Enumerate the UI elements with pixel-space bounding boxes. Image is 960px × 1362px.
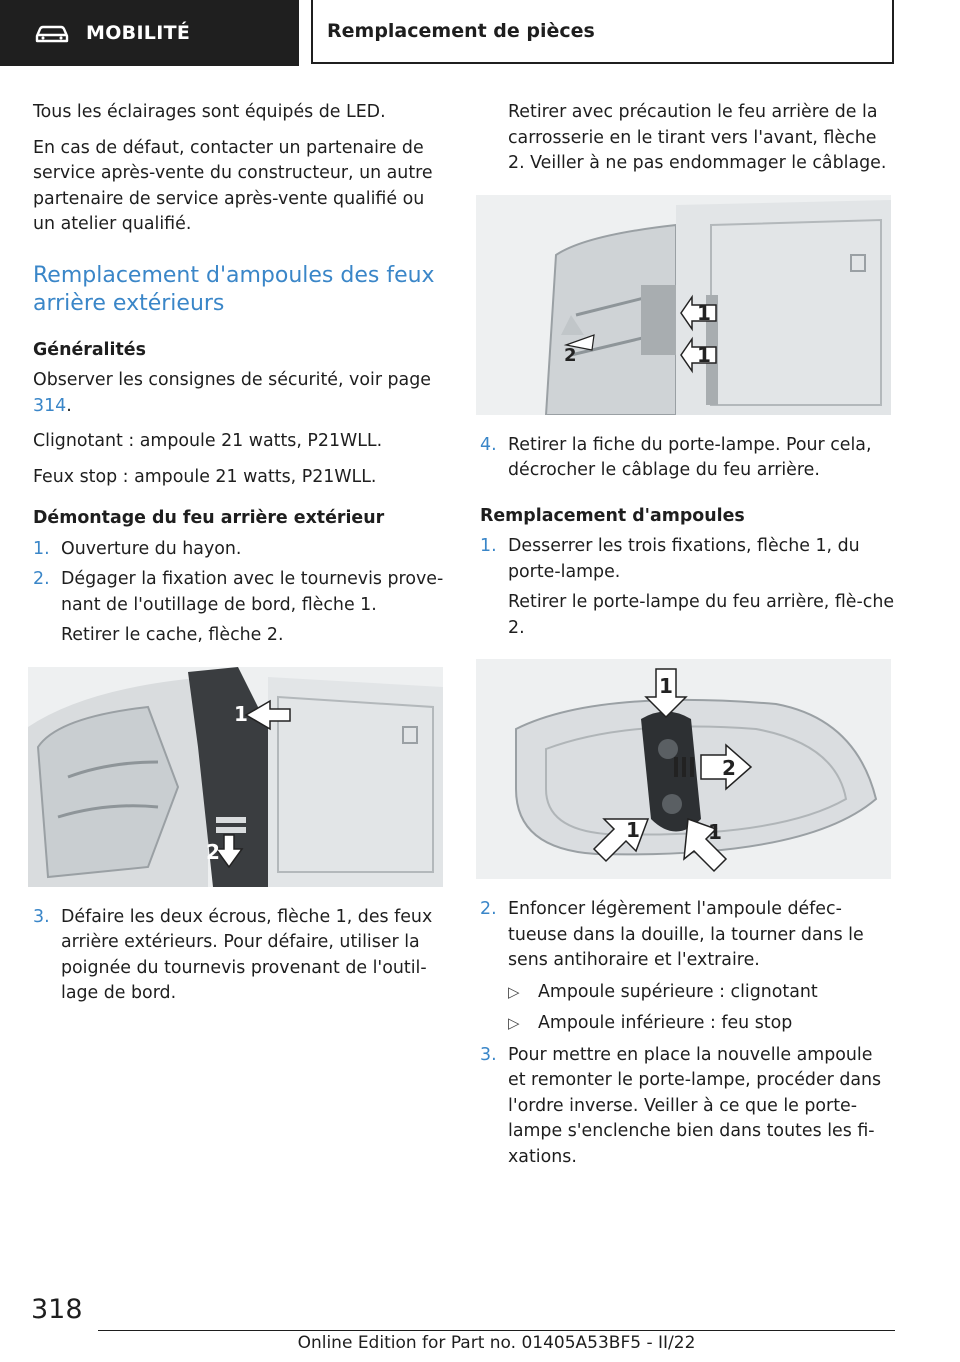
- callout-label: 2: [206, 839, 220, 864]
- callout-label: 1: [234, 701, 248, 726]
- paragraph: Feux stop : ampoule 21 watts, P21WLL.: [33, 466, 377, 487]
- footer-divider: [98, 1330, 895, 1331]
- edition-footer: Online Edition for Part no. 01405A53BF5 - II/22: [297, 1333, 696, 1353]
- text: .: [66, 395, 72, 416]
- paragraph: Clignotant : ampoule 21 watts, P21WLL.: [33, 431, 383, 451]
- step-number: 4.: [480, 434, 497, 455]
- figure-tail-light-cover: [28, 667, 443, 887]
- page-link[interactable]: 314: [33, 395, 67, 416]
- bullet-text: Ampoule supérieure : clignotant: [538, 981, 818, 1002]
- page-number: 318: [31, 1294, 83, 1325]
- list-item: [480, 897, 895, 974]
- callout-label: 1: [708, 820, 722, 844]
- step-number: 1.: [480, 536, 497, 556]
- list-item: [33, 537, 445, 563]
- car-icon: [34, 22, 70, 44]
- step-text: Pour mettre en place la nouvelle ampoule et remonter le porte-lampe, procéder dans l'ordre inverse. Veiller à ce que le porte-lampe s'enclenche bien dans toutes les fi-xations.: [508, 1044, 882, 1167]
- triangle-icon: ▷: [508, 1014, 520, 1032]
- callout-label: 1: [697, 300, 711, 325]
- right-column: [480, 100, 895, 1175]
- subheading: Démontage du feu arrière extérieur: [33, 508, 385, 528]
- bullet-item: [508, 980, 895, 1006]
- bullet-item: [508, 1011, 895, 1037]
- figure-lamp-holder: [476, 659, 891, 879]
- section-title: MOBILITÉ: [86, 22, 191, 44]
- paragraph: [33, 368, 445, 419]
- text: Observer les consignes de sécurité, voir page: [33, 370, 431, 390]
- callout-label: 1: [697, 342, 711, 367]
- step-text: Enfoncer légèrement l'ampoule défec-tueuse dans la douille, la tourner dans le sens antihoraire et l'extraire.: [508, 899, 864, 970]
- subheading: Généralités: [33, 339, 146, 360]
- step-text: Défaire les deux écrous, flèche 1, des feux arrière extérieurs. Pour défaire, utiliser la poignée du tournevis provenant de l'outil-lage de bord.: [61, 906, 433, 1003]
- callout-label: 1: [626, 818, 640, 842]
- figure-tail-light-removal: [476, 195, 891, 415]
- step-text: Ouverture du hayon.: [61, 538, 242, 559]
- callout-label: 2: [564, 344, 577, 366]
- paragraph: En cas de défaut, contacter un partenaire de service après-vente du constructeur, un autre partenaire de service après-vente qualifié ou un atelier qualifié.: [33, 137, 433, 234]
- step-text: Retirer la fiche du porte-lampe. Pour cela, décrocher le câblage du feu arrière.: [508, 434, 872, 480]
- callout-label: 1: [659, 674, 673, 698]
- triangle-icon: ▷: [508, 982, 520, 1001]
- section-heading: Remplacement d'ampoules des feux arrière extérieurs: [33, 262, 435, 316]
- step-continuation: Retirer le cache, flèche 2.: [61, 625, 284, 645]
- chapter-title: Remplacement de pièces: [327, 20, 595, 42]
- step-number: 3.: [480, 1044, 497, 1065]
- step-text: Desserrer les trois fixations, flèche 1, du porte-lampe.: [508, 536, 860, 582]
- left-column: [33, 100, 445, 1012]
- list-item: [480, 1043, 895, 1171]
- chapter-tab: [311, 0, 894, 64]
- paragraph: Retirer avec précaution le feu arrière de la carrosserie en le tirant vers l'avant, flèche 2. Veiller à ne pas endommager le câblage.: [508, 102, 887, 173]
- list-item: [33, 905, 445, 1007]
- step-number: 2.: [33, 569, 50, 589]
- list-item: [480, 433, 895, 484]
- step-number: 1.: [33, 538, 50, 559]
- step-number: 2.: [480, 899, 497, 919]
- list-item: [33, 567, 445, 618]
- bullet-text: Ampoule inférieure : feu stop: [538, 1013, 793, 1033]
- step-number: 3.: [33, 906, 50, 927]
- callout-label: 2: [722, 756, 736, 780]
- subheading: Remplacement d'ampoules: [480, 505, 745, 526]
- section-tab: [0, 0, 299, 66]
- list-item: [480, 534, 895, 585]
- step-continuation: Retirer le porte-lampe du feu arrière, flè-che 2.: [508, 592, 895, 638]
- step-text: Dégager la fixation avec le tournevis prove-nant de l'outillage de bord, flèche 1.: [61, 569, 444, 615]
- paragraph: Tous les éclairages sont équipés de LED.: [33, 102, 386, 122]
